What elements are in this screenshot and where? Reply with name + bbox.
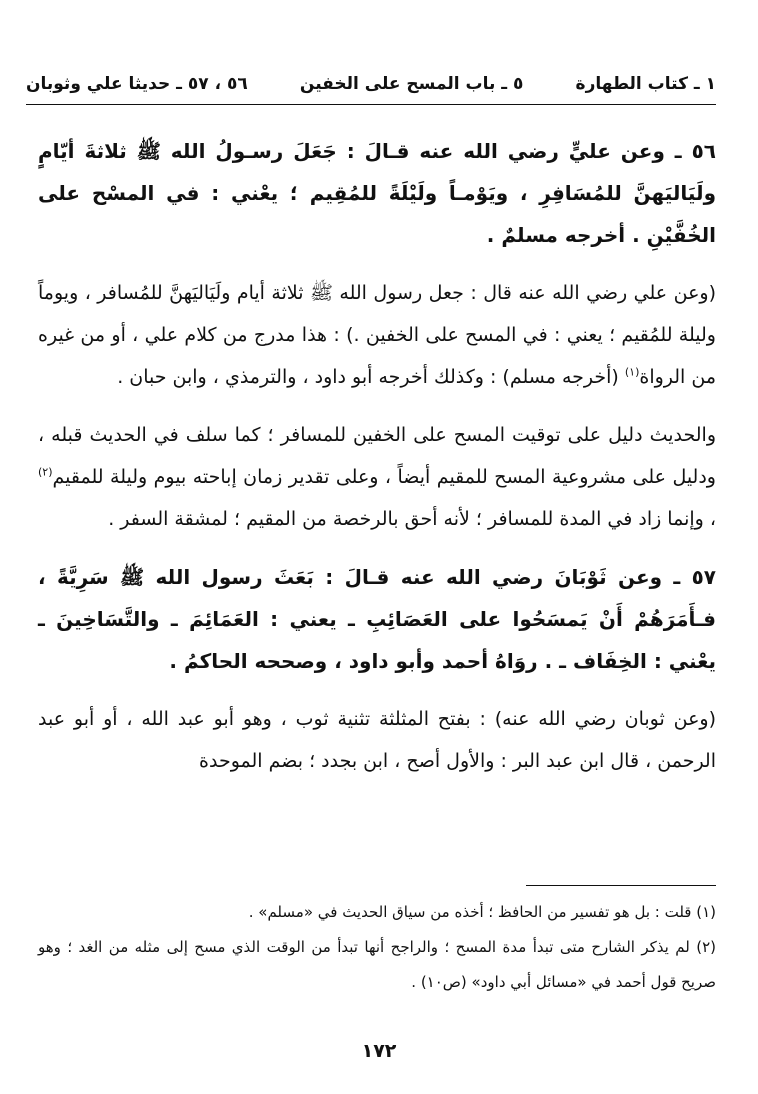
header-chapter-title: ٥ ـ باب المسح على الخفين	[299, 74, 524, 94]
header-divider	[26, 104, 716, 105]
footnote-ref-2[interactable]: (٢)	[38, 465, 53, 479]
footnote-1: (١) قلت : بل هو تفسير من الحافظ ؛ أخذه من سياق الحديث في «مسلم» .	[248, 903, 716, 921]
footnote-ref-1[interactable]: (١)	[624, 365, 640, 379]
commentary-56-paragraph-2	[38, 414, 716, 540]
commentary-text: (وعن علي رضي الله عنه قال : جعل رسول الله ﷺ ثلاثة أيام ولَيَاليَهنَّ للمُسافر ، ويوماً وليلة للمُقيم ؛ يعني : في المسح على الخفين .) : هذا مدرج من كلام علي ، أو من غيره من الرواة	[38, 282, 716, 388]
header-book-title: ١ ـ كتاب الطهارة	[575, 74, 716, 94]
footnote-divider	[526, 885, 716, 886]
footnote-2: (٢) لم يذكر الشارح متى تبدأ مدة المسح ؛ والراجح أنها تبدأ من الوقت الذي مسح إلى مثله من الغد ؛ وهو صريح قول أحمد في «مسائل أبي داود» (ص١٠) .	[38, 938, 716, 991]
running-header	[26, 70, 716, 98]
commentary-56-paragraph-1	[38, 272, 716, 398]
commentary-text-continued: ، وإنما زاد في المدة للمسافر ؛ لأنه أحق بالرخصة من المقيم ؛ لمشقة السفر .	[108, 508, 716, 530]
commentary-text-continued: (أخرجه مسلم) : وكذلك أخرجه أبو داود ، والترمذي ، وابن حبان .	[117, 366, 625, 388]
hadith-57-text	[38, 556, 716, 682]
main-text	[38, 130, 716, 798]
hadith-56-text	[38, 130, 716, 256]
footnotes	[38, 895, 716, 1000]
commentary-text: والحديث دليل على توقيت المسح على الخفين للمسافر ؛ كما سلف في الحديث قبله ، ودليل على مشروعية المسح للمقيم أيضاً ، وعلى تقدير زمان إباحته بيوم وليلة للمقيم	[38, 424, 716, 488]
commentary-text: (وعن ثوبان رضي الله عنه) : بفتح المثلثة تثنية ثوب ، وهو أبو عبد الله ، أو أبو عبد الرحمن ، قال ابن عبد البر : والأول أصح ، ابن بجدد ؛ بضم الموحدة	[38, 708, 716, 772]
hadith-57-body: ٥٧ ـ وعن ثَوْبَانَ رضي الله عنه قـالَ : بَعَثَ رسول الله ﷺ سَرِيَّةً ، فـأَمَرَهُمْ أَنْ يَمسَحُوا على العَصَائِبِ ـ يعني : العَمَائِمَ ـ والتَّسَاخِينَ ـ يعْني : الخِفَاف ـ . روَاهُ أحمد وأبو داود ، وصححه الحاكمُ .	[38, 565, 716, 673]
header-hadith-range: ٥٦ ، ٥٧ ـ حديثا علي وثوبان	[26, 74, 248, 94]
commentary-57-paragraph-1	[38, 698, 716, 782]
hadith-56-body: ٥٦ ـ وعن عليٍّ رضي الله عنه قـالَ : جَعَلَ رسـولُ الله ﷺ ثلاثةَ أيّامٍ ولَيَاليَهنَّ للمُسَافِرِ ، ويَوْمـاً ولَيْلَةً للمُقِيم ؛ يعْني : في المسْح على الخُفَّيْنِ . أخرجه مسلمٌ .	[38, 139, 716, 247]
page-number: ١٧٢	[361, 1040, 397, 1062]
